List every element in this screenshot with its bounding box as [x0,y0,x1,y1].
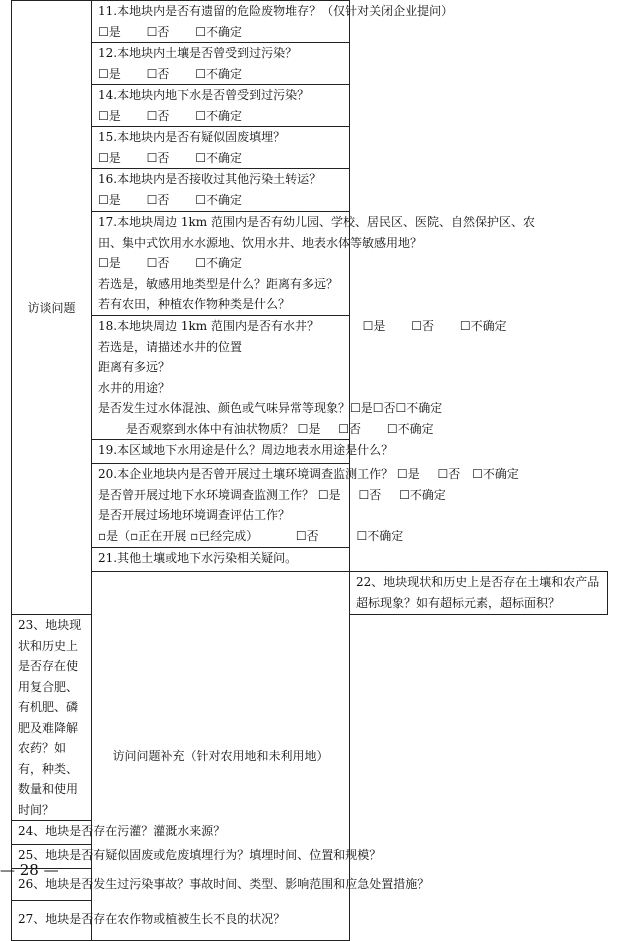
question-text-16: 16.本地块内是否接收过其他污染土转运？ [98,172,322,186]
follow-up-17-b: 若有农田，种植农作物种类是什么？ [98,297,291,311]
checkbox-unsure[interactable]: ☐不确定 [195,24,242,39]
checkbox-unsure[interactable]: ☐不确定 [356,528,404,543]
checkbox-unsure[interactable]: ☐不确定 [195,192,242,207]
question-row-17 [12,212,608,316]
question-line-20-4 [98,526,404,547]
checkbox-yes[interactable]: ☐是 [362,319,386,333]
question-text-26: 26、地块是否发生过污染事故？事故时间、类型、影响范围和应急处置措施？ [18,877,430,891]
question-row-22 [12,572,608,615]
question-row-21 [12,548,608,572]
checkbox-unsure[interactable]: ☐不确定 [195,150,242,165]
question-row-15 [12,127,608,169]
checkbox-no[interactable]: ☐否 [338,421,362,436]
checkbox-yes[interactable]: ☐是 [98,150,121,165]
checkbox-yes[interactable]: ☐是 [98,66,121,81]
checkbox-unsure[interactable]: ☐不确定 [399,487,446,502]
question-row-20 [12,464,608,548]
checkbox-yes[interactable]: ☐是 [98,24,121,39]
checkbox-no[interactable]: ☐否 [146,256,170,270]
checkbox-yes[interactable]: ☐是 [98,108,121,123]
checkbox-no[interactable]: ☐否 [146,108,170,123]
question-line-20-3: 是否开展过场地环境调查评估工作？ [98,508,291,522]
question-line-20-1 [98,464,519,485]
question-line-18-2: 若选是，请描述水井的位置 [98,339,243,354]
checkbox-no[interactable]: ☐否 [146,192,170,207]
checkbox-yes[interactable]: ☐是 [98,192,121,207]
checkbox-unsure[interactable]: ☐不确定 [195,256,242,270]
question-text-18: 18.本地块周边 1km 范围内是否有水井？ [98,319,319,333]
question-text-18-6: 是否观察到水体中有油状物质？ [125,421,294,436]
checkbox-no[interactable]: ☐否 [146,24,170,39]
checkbox-no[interactable]: ☐否 [358,487,382,502]
question-text-27: 27、地块是否存在农作物或植被生长不良的状况？ [18,912,286,926]
question-line-18-1 [98,316,507,337]
follow-up-17-a: 若选是，敏感用地类型是什么？距离有多远？ [98,276,339,291]
options-14 [98,106,345,127]
question-text-20-2: 是否曾开展过地下水环境调查监测工作？ [98,487,315,502]
question-row-19 [12,440,608,464]
question-line-18-3: 距离有多远？ [98,360,171,374]
question-text-24: 24、地块是否存在污灌？灌溉水来源？ [18,824,226,838]
checkbox-yes[interactable]: ☐是 [98,256,121,270]
page-number: — 28 — [0,861,59,879]
options-16 [98,190,345,211]
checkbox-unsure[interactable]: ☐不确定 [459,319,507,333]
question-line-20-2 [98,485,446,506]
checkbox-yes[interactable]: ☐是 [396,467,420,481]
question-text-20-1: 20.本企业地块内是否曾开展过土壤环境调查监测工作？ [98,467,394,481]
checkbox-no[interactable]: ☐否 [295,528,319,543]
options-15 [98,148,345,169]
question-text-19: 19.本区域地下水用途是什么？周边地表水用途是什么？ [98,443,394,457]
options-12 [98,64,345,85]
checkbox-no[interactable]: ☐否 [146,150,170,165]
question-text-14: 14.本地块内地下水是否曾受到过污染？ [98,88,310,102]
question-row-14 [12,85,608,127]
question-text-15: 15.本地块内是否有疑似固废填埋？ [98,130,286,144]
checkbox-yes[interactable]: ☐是 [297,421,321,436]
checkbox-no[interactable]: ☐否 [411,319,435,333]
checkbox-unsure[interactable]: ☐不确定 [195,66,242,81]
checkbox-no[interactable]: ☐否 [437,467,461,481]
checkbox-yes-in-progress-done[interactable]: ▫是（▫正在开展 ▫已经完成） [98,528,259,543]
question-row-12 [12,43,608,85]
checkbox-yes[interactable]: ☐是 [317,487,341,502]
checkbox-no[interactable]: ☐否 [146,66,170,81]
question-line-18-4: 水井的用途？ [98,380,171,395]
section-label-interview [12,1,92,615]
checkbox-unsure[interactable]: ☐不确定 [386,421,434,436]
question-row-18 [12,316,608,440]
checkbox-unsure[interactable]: ☐不确定 [472,467,519,481]
checkbox-unsure[interactable]: ☐不确定 [195,108,242,123]
question-text-21: 21.其他土壤或地下水污染相关疑问。 [98,551,298,565]
section-label-text: 访问问题补充（针对农用地和未利用地） [112,749,329,763]
question-line-18-6 [98,419,434,440]
options-17 [98,253,345,274]
question-line-18-5: 是否发生过水体混浊、颜色或气味异常等现象？☐是☐否☐不确定 [98,401,443,415]
question-row-11 [12,1,608,43]
options-11 [98,22,345,43]
question-text-23: 23、地块现状和历史上是否存在使用复合肥、有机肥、磷肥及难降解农药？如有，种类、数量和使用时间？ [18,618,82,817]
question-text-25: 25、地块是否有疑似固废或危废填埋行为？填埋时间、位置和规模？ [18,848,382,862]
question-row-16 [12,169,608,212]
question-text-11: 11.本地块内是否有遗留的危险废物堆存？（仅针对关闭企业提问） [98,4,454,18]
survey-form-table [11,0,608,941]
question-text-22: 22、地块现状和历史上是否存在土壤和农产品超标现象？如有超标元素，超标面积？ [356,575,600,610]
question-text-17-line2: 田、集中式饮用水水源地、饮用水井、地表水体等敏感用地？ [98,235,423,250]
section-label-text: 访谈问题 [27,300,76,315]
question-text-17-line1: 17.本地块周边 1km 范围内是否有幼儿园、学校、居民区、医院、自然保护区、农 [98,215,536,229]
question-text-12: 12.本地块内土壤是否曾受到过污染？ [98,46,298,60]
